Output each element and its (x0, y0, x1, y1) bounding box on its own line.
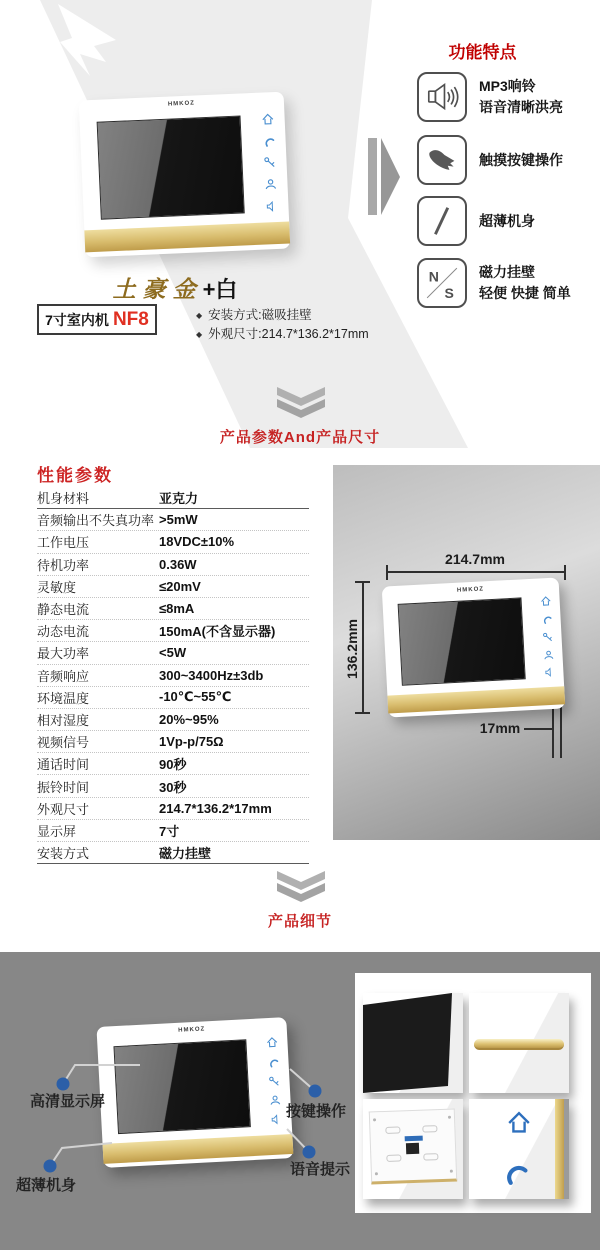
bullet-install: ◆ 安装方式:磁吸挂壁 (196, 306, 369, 325)
table-row: 动态电流 150mA(不含显示器) (37, 620, 309, 642)
dim-height-line (362, 582, 364, 714)
arrow-right-icon (381, 138, 400, 215)
section-title-params: 产品参数And产品尺寸 (219, 429, 381, 446)
callout-dot-icon (309, 1085, 322, 1098)
table-row: 安装方式 磁力挂壁 (37, 842, 309, 864)
double-chevron-down-icon (275, 386, 327, 420)
table-row: 通话时间 90秒 (37, 753, 309, 775)
touch-hand-icon (417, 135, 467, 185)
callout-hd-screen: 高清显示屏 (30, 1093, 106, 1110)
callout-dot-icon (57, 1078, 70, 1091)
spec-table-title: 性能参数 (37, 466, 113, 485)
features-title: 功能特点 (448, 43, 517, 62)
table-row: 音频输出不失真功率 >5mW (37, 509, 309, 531)
intercom-device-dimension (382, 577, 566, 717)
table-row: 待机功率 0.36W (37, 554, 309, 576)
home-icon (539, 595, 552, 608)
monitor-icon (264, 177, 279, 192)
table-row: 视频信号 1Vp-p/75Ω (37, 731, 309, 753)
table-row: 振铃时间 30秒 (37, 775, 309, 797)
table-row: 外观尺寸 214.7*136.2*17mm (37, 798, 309, 820)
model-prefix: 7寸室内机 (45, 311, 109, 328)
double-chevron-down-icon (275, 870, 327, 904)
diamond-icon: ◆ (196, 330, 203, 339)
feature-touch-keys: 触摸按键操作 (417, 135, 563, 185)
table-row: 灵敏度 ≤20mV (37, 576, 309, 598)
dim-tick (564, 565, 566, 580)
dimension-diagram (333, 465, 600, 840)
feature-mp3-ring: MP3响铃 语音清晰洪亮 (417, 72, 563, 122)
handset-icon (262, 134, 277, 149)
callout-voice-prompt: 语音提示 (290, 1161, 351, 1178)
key-icon (263, 155, 278, 170)
brand-logo: HMKOZ (456, 585, 485, 594)
table-row: 音频响应 300~3400Hz±3db (37, 665, 309, 687)
product-details-section (0, 952, 600, 1250)
table-row: 静态电流 ≤8mA (37, 598, 309, 620)
svg-text:S: S (444, 284, 454, 301)
callout-dot-icon (303, 1146, 316, 1159)
dim-depth-label: 17mm (479, 720, 521, 736)
magnet-ns-icon (417, 258, 467, 308)
dim-tick (355, 712, 370, 714)
feature-magnet-mount: N S 磁力挂壁 轻便 快捷 简单 (417, 258, 571, 308)
svg-text:N: N (428, 268, 439, 285)
spec-table (37, 487, 309, 864)
monitor-icon (542, 648, 555, 661)
brand-logo: HMKOZ (167, 100, 196, 109)
table-row: 环境温度 -10℃~55℃ (37, 687, 309, 709)
speaker-icon (265, 198, 280, 213)
callout-dot-icon (44, 1160, 57, 1173)
home-icon (261, 112, 276, 127)
table-row: 最大功率 <5W (37, 642, 309, 664)
brand-logo: HMKOZ (178, 1026, 206, 1034)
dim-tick (386, 565, 388, 580)
arrow-bar (368, 138, 377, 215)
handset-icon (540, 613, 553, 626)
table-row: 机身材料 亚克力 (37, 487, 309, 509)
callout-slim-body: 超薄机身 (16, 1177, 77, 1194)
table-row: 工作电压 18VDC±10% (37, 531, 309, 553)
model-badge (37, 304, 157, 335)
gold-strip (84, 222, 290, 253)
model-code: NF8 (112, 308, 149, 330)
slim-slash-icon (417, 196, 467, 246)
title-white-part: +白 (202, 277, 238, 302)
table-row: 显示屏 7寸 (37, 820, 309, 842)
title-gold-part: 土豪金 (112, 276, 203, 303)
key-icon (541, 631, 554, 644)
table-row: 相对湿度 20%~95% (37, 709, 309, 731)
speaker-icon (543, 666, 556, 679)
dim-width-label: 214.7mm (445, 551, 505, 567)
dim-width-line (388, 571, 566, 573)
dim-tick (560, 700, 562, 758)
speaker-icon (417, 72, 467, 122)
product-color-title (60, 271, 290, 304)
section-title-details: 产品细节 (267, 913, 332, 930)
device-screen (97, 115, 245, 219)
diamond-icon: ◆ (196, 311, 203, 320)
hero-spec-bullets (196, 306, 369, 344)
dim-depth-line (524, 728, 552, 730)
intercom-device-hero (79, 92, 291, 258)
feature-slim-body: 超薄机身 (417, 196, 535, 246)
dim-height-label: 136.2mm (344, 619, 360, 679)
gold-strip (387, 686, 565, 714)
device-screen (398, 598, 526, 686)
device-touch-keys (536, 595, 558, 680)
bullet-size: ◆ 外观尺寸:214.7*136.2*17mm (196, 325, 369, 344)
device-touch-keys (258, 112, 283, 213)
callout-key-operation: 按键操作 (286, 1103, 347, 1120)
dim-tick (355, 581, 370, 583)
